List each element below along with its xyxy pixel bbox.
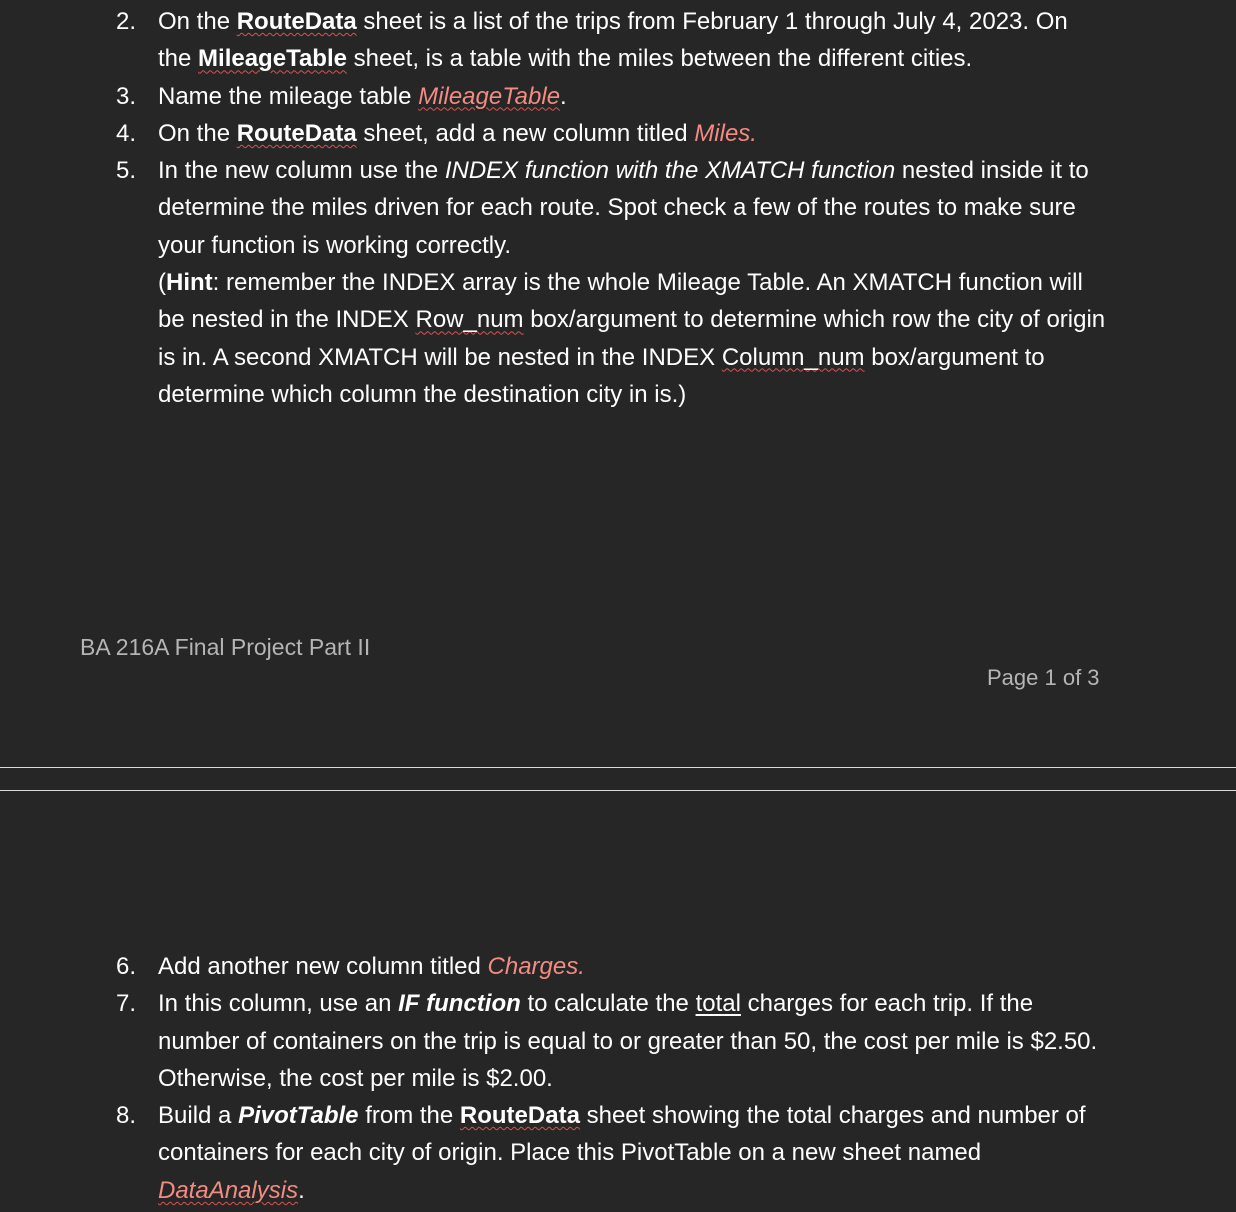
instruction-text-segment: MileageTable	[198, 45, 347, 73]
page1-instruction-list	[0, 3, 1236, 413]
instruction-text-segment: Column_num	[721, 343, 865, 371]
instruction-number: 2.	[116, 8, 137, 35]
instruction-text-segment: Miles.	[694, 119, 757, 147]
instruction-item	[0, 152, 1236, 413]
instruction-text-segment: charges for each trip. If the number of containers on the trip is equal to or greater than 50, the cost per mile is $2.50. Otherwise, the cost per mile is $2.00.	[158, 990, 1098, 1092]
instruction-text-segment: box/argument to determine which row the city of origin is in. A second XMATCH will be nested in the INDEX	[158, 306, 1106, 371]
instruction-item	[0, 1097, 1236, 1209]
instruction-number: 5.	[116, 157, 137, 185]
page-bottom-border	[0, 767, 1236, 768]
instruction-text-segment: On the	[158, 119, 237, 147]
instruction-number: 6.	[116, 953, 137, 980]
instruction-text-segment: sheet showing the total charges and number of containers for each city of origin. Place this PivotTable on a new sheet named	[158, 1102, 1086, 1167]
instruction-text-segment: RouteData	[236, 8, 357, 35]
instruction-text-segment: box/argument to determine which column the destination city in is.)	[158, 343, 1045, 408]
page-top-border	[0, 790, 1236, 791]
instruction-text-segment: INDEX function with the XMATCH function	[444, 157, 896, 185]
instruction-number: 7.	[116, 990, 137, 1018]
instruction-item	[0, 115, 1236, 152]
instruction-number: 4.	[116, 119, 137, 147]
instruction-text-segment: RouteData	[459, 1102, 580, 1130]
instruction-number: 3.	[116, 82, 137, 110]
page2-instruction-list	[0, 948, 1236, 1209]
instruction-item	[0, 948, 1236, 985]
instruction-text-segment: Charges.	[487, 953, 585, 980]
instruction-text-segment: .	[560, 82, 567, 110]
instruction-text-segment: .	[298, 1176, 305, 1204]
instruction-text-segment: to calculate the	[520, 990, 696, 1018]
instruction-text-segment: RouteData	[236, 119, 357, 147]
instruction-text-segment: sheet is a list of the trips from February 1 through July 4, 2023. On the	[158, 8, 1068, 73]
instruction-text-segment: In this column, use an	[158, 990, 399, 1018]
instruction-text-segment: Row_num	[415, 306, 524, 334]
instruction-item	[0, 985, 1236, 1097]
instruction-text-segment: DataAnalysis	[158, 1176, 299, 1204]
instruction-text-segment: Hint	[166, 269, 213, 297]
instruction-text-segment: On the	[158, 8, 237, 35]
instruction-text-segment: Name the mileage table	[158, 82, 419, 110]
instruction-item	[0, 78, 1236, 115]
instruction-text-segment: In the new column use the	[158, 157, 445, 185]
page-footer-title: BA 216A Final Project Part II	[80, 634, 371, 660]
instruction-text-segment: : remember the INDEX array is the whole Mileage Table. An XMATCH function will be nested in the INDEX	[158, 269, 1083, 334]
page-number: Page 1 of 3	[987, 665, 1100, 690]
instruction-text-segment: Build a	[158, 1102, 239, 1130]
instruction-text-segment: total	[695, 990, 741, 1018]
instruction-text-segment: nested inside it to determine the miles driven for each route. Spot check a few of the routes to make sure your function is working correctly.	[158, 157, 1089, 259]
instruction-text-segment: sheet, is a table with the miles between the different cities.	[346, 45, 973, 73]
instruction-text-segment: (	[158, 269, 166, 297]
instruction-text-segment: from the	[358, 1102, 460, 1130]
instruction-text-segment: Add another new column titled	[158, 953, 488, 980]
instruction-item	[0, 3, 1236, 78]
instruction-number: 8.	[116, 1102, 137, 1130]
instruction-text-segment: PivotTable	[238, 1102, 359, 1130]
instruction-text-segment: IF function	[398, 990, 521, 1018]
instruction-text-segment: MileageTable	[418, 82, 561, 110]
instruction-text-segment: sheet, add a new column titled	[356, 119, 695, 147]
